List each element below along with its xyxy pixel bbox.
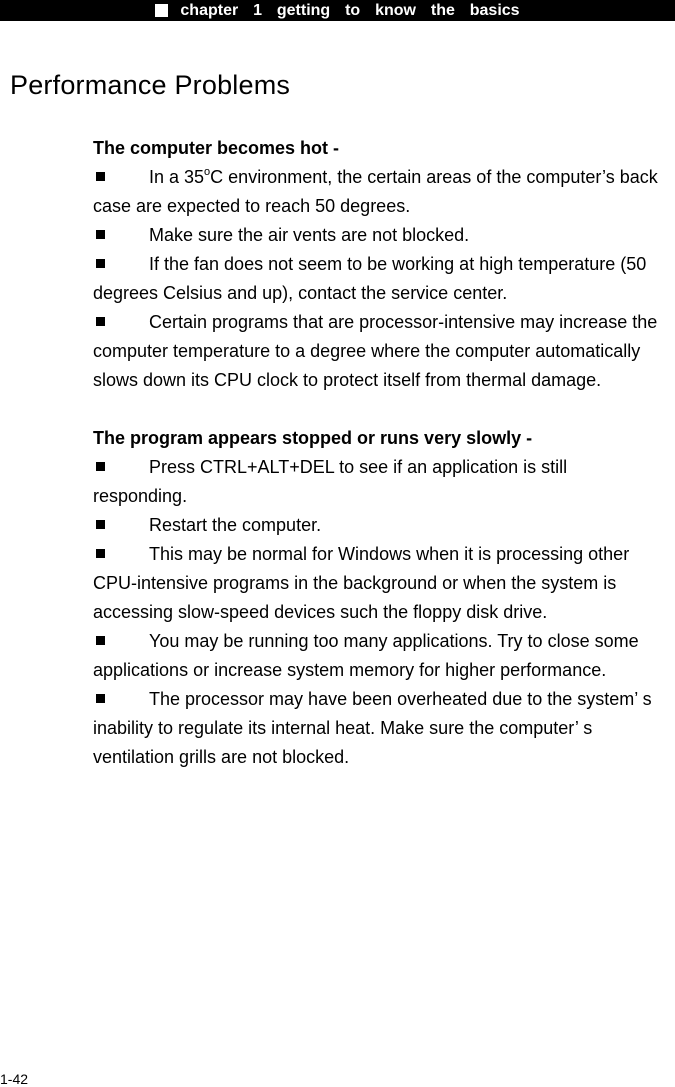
square-bullet-icon: [96, 694, 105, 703]
square-bullet-icon: [96, 549, 105, 558]
section-title-slow: The program appears stopped or runs very slowly -: [93, 428, 533, 448]
list-item: Certain programs that are processor-intensive may increase the computer temperature to a degree where the computer automatically slows down its CPU clock to protect itself from thermal damage.: [93, 312, 658, 390]
square-bullet-icon: [155, 4, 168, 17]
square-bullet-icon: [96, 230, 105, 239]
chapter-header: [0, 0, 675, 21]
list-item: In a 35$^o$C environment, the certain areas of the computer’s back case are expected to reach 50 degrees.: [93, 166, 658, 216]
square-bullet-icon: [96, 317, 105, 326]
square-bullet-icon: [96, 172, 105, 181]
list-item: Press CTRL+ALT+DEL to see if an application is still responding.: [93, 457, 568, 506]
list-item: If the fan does not seem to be working at high temperature (50 degrees Celsius and up), contact the service center.: [93, 254, 647, 303]
list-item: The processor may have been overheated due to the system’ s inability to regulate its internal heat. Make sure the computer’ s ventilation grills are not blocked.: [93, 689, 652, 767]
square-bullet-icon: [96, 462, 105, 471]
square-bullet-icon: [96, 520, 105, 529]
square-bullet-icon: [96, 259, 105, 268]
square-bullet-icon: [96, 636, 105, 645]
list-item: Restart the computer.: [93, 511, 663, 540]
section-spacer: [93, 395, 663, 424]
list-item: Make sure the air vents are not blocked.: [93, 221, 663, 250]
page-number: 1-42: [0, 1071, 29, 1087]
page-title: Performance Problems: [10, 70, 291, 100]
document-body: [93, 134, 663, 772]
list-item: You may be running too many applications. Try to close some applications or increase system memory for higher performance.: [93, 631, 639, 680]
list-item: This may be normal for Windows when it is processing other CPU-intensive programs in the background or when the system is accessing slow-speed devices such the floppy disk drive.: [93, 544, 630, 622]
chapter-header-text: chapter 1 getting to know the basics: [180, 1, 520, 19]
section-title-hot: The computer becomes hot -: [93, 138, 340, 158]
